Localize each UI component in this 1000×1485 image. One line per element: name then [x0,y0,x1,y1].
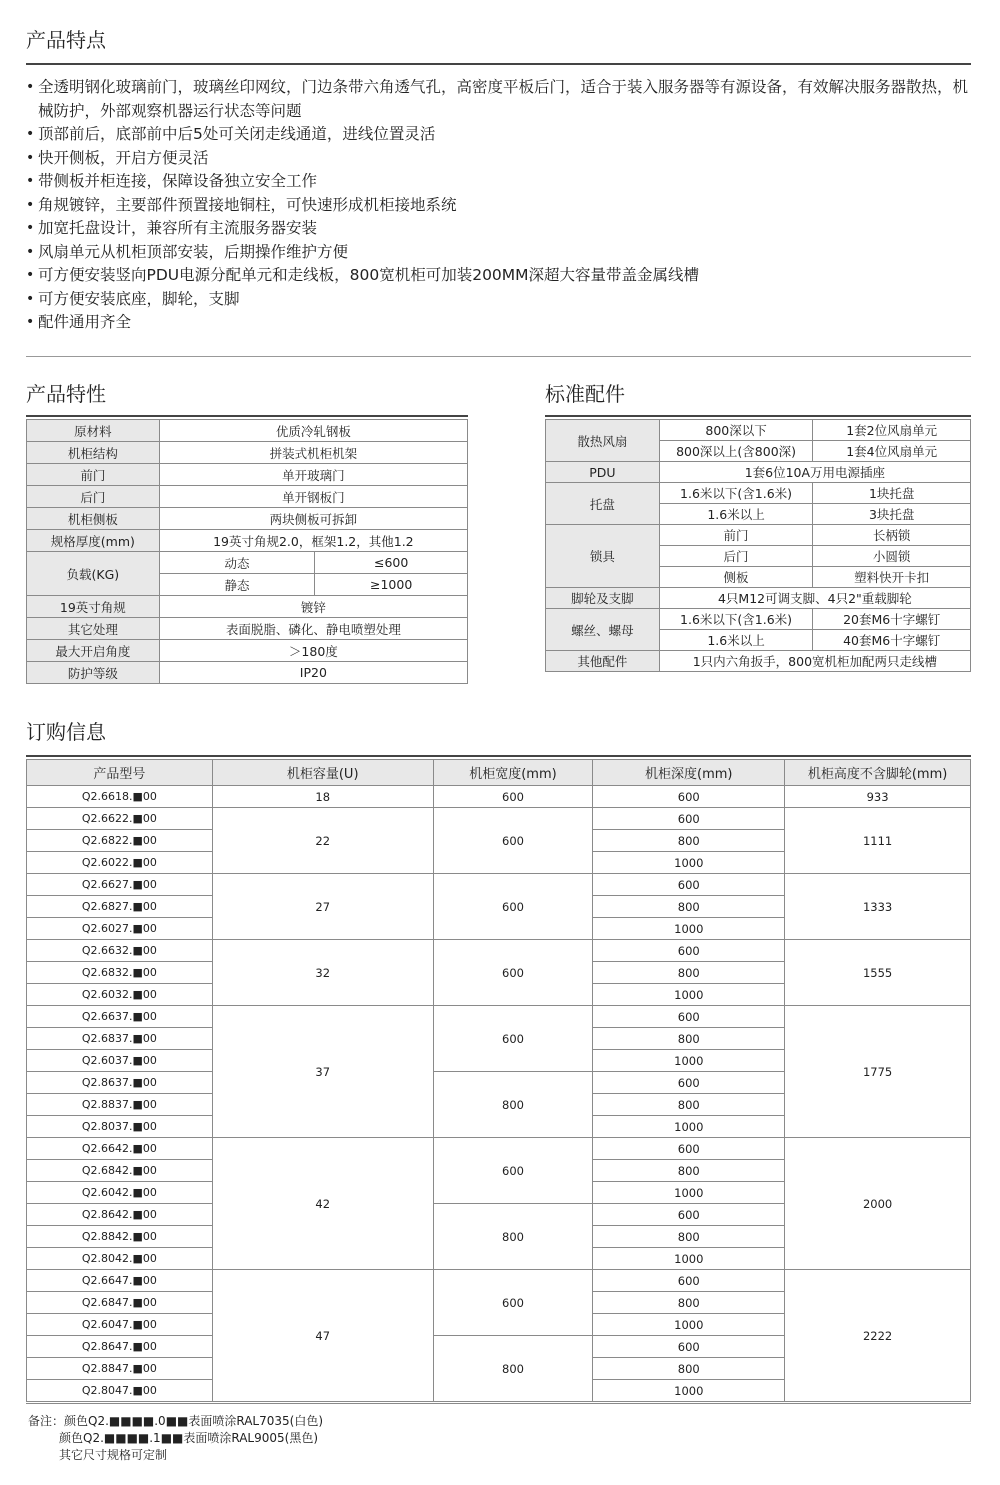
depth-cell: 600 [593,1270,785,1292]
model-cell: Q2.6047.■00 [27,1314,213,1336]
table-row [27,786,971,808]
acc-value: 1套6位10A万用电源插座 [659,462,970,483]
table-row [546,420,971,441]
order-bottom-rule [26,1403,971,1404]
acc-condition: 800深以下 [659,420,813,441]
model-cell: Q2.6827.■00 [27,896,213,918]
model-cell: Q2.6032.■00 [27,984,213,1006]
features-title: 产品特点 [26,28,106,52]
depth-cell: 1000 [593,1182,785,1204]
feature-item: • 全透明钢化玻璃前门，玻璃丝印网纹，门边条带六角透气孔，高密度平板后门，适合于装入服务器等有源设备，有效解决服务器散热，机械防护，外部观察机器运行状态等问题 [26,76,974,123]
column-header: 机柜高度不含脚轮(mm) [785,760,971,786]
spec-label: 其它处理 [27,618,160,640]
depth-cell: 800 [593,1094,785,1116]
column-header: 机柜深度(mm) [593,760,785,786]
width-cell: 600 [433,874,593,940]
acc-label: 散热风扇 [546,420,660,462]
accessories-title: 标准配件 [545,382,625,406]
capacity-cell: 27 [212,874,433,940]
table-row [27,1138,971,1160]
spec-label: 原材料 [27,420,160,442]
feature-item: • 顶部前后，底部前中后5处可关闭走线通道，进线位置灵活 [26,123,974,147]
acc-value: 3块托盘 [813,504,971,525]
feature-item: • 可方便安装底座，脚轮，支脚 [26,288,974,312]
capacity-cell: 22 [212,808,433,874]
height-cell: 2222 [785,1270,971,1402]
acc-value: 1套2位风扇单元 [813,420,971,441]
accessories-divider [545,415,971,417]
depth-cell: 800 [593,1160,785,1182]
table-row [546,462,971,483]
accessories-table [545,419,971,672]
column-header: 机柜宽度(mm) [433,760,593,786]
model-cell: Q2.6832.■00 [27,962,213,984]
model-cell: Q2.6822.■00 [27,830,213,852]
spec-value: ＞180度 [159,640,467,662]
acc-value: 塑料快开卡扣 [813,567,971,588]
depth-cell: 1000 [593,1116,785,1138]
model-cell: Q2.6618.■00 [27,786,213,808]
acc-condition: 侧板 [659,567,813,588]
acc-condition: 前门 [659,525,813,546]
model-cell: Q2.8042.■00 [27,1248,213,1270]
table-row [546,609,971,630]
table-row [546,525,971,546]
depth-cell: 800 [593,1292,785,1314]
feature-item: • 配件通用齐全 [26,311,974,335]
capacity-cell: 32 [212,940,433,1006]
depth-cell: 600 [593,786,785,808]
spec-label: 后门 [27,486,160,508]
width-cell: 600 [433,808,593,874]
table-row [27,618,468,640]
table-row [27,1270,971,1292]
table-row [27,662,468,684]
table-row [27,808,971,830]
capacity-cell: 42 [212,1138,433,1270]
table-header-row [27,760,971,786]
width-cell: 600 [433,1138,593,1204]
spec-label: 前门 [27,464,160,486]
order-table [26,759,971,1402]
model-cell: Q2.8647.■00 [27,1336,213,1358]
width-cell: 800 [433,1336,593,1402]
model-cell: Q2.8637.■00 [27,1072,213,1094]
section-divider [26,356,971,357]
depth-cell: 600 [593,808,785,830]
depth-cell: 1000 [593,1314,785,1336]
model-cell: Q2.6642.■00 [27,1138,213,1160]
depth-cell: 600 [593,1006,785,1028]
depth-cell: 800 [593,896,785,918]
height-cell: 1775 [785,1006,971,1138]
order-divider [26,755,971,757]
acc-label: 脚轮及支脚 [546,588,660,609]
spec-value: ≤600 [315,552,468,574]
feature-item: • 角规镀锌，主要部件预置接地铜柱，可快速形成机柜接地系统 [26,194,974,218]
spec-value: 两块侧板可拆卸 [159,508,467,530]
spec-label: 19英寸角规 [27,596,160,618]
acc-label: 螺丝、螺母 [546,609,660,651]
acc-condition: 800深以上(含800深) [659,441,813,462]
table-row [27,486,468,508]
table-row [27,420,468,442]
acc-value: 1块托盘 [813,483,971,504]
capacity-cell: 37 [212,1006,433,1138]
table-row [27,552,468,574]
depth-cell: 600 [593,874,785,896]
table-row [27,464,468,486]
spec-value: 表面脱脂、磷化、静电喷塑处理 [159,618,467,640]
height-cell: 1333 [785,874,971,940]
spec-sublabel: 动态 [159,552,315,574]
column-header: 产品型号 [27,760,213,786]
depth-cell: 600 [593,1204,785,1226]
model-cell: Q2.6632.■00 [27,940,213,962]
model-cell: Q2.6627.■00 [27,874,213,896]
column-header: 机柜容量(U) [212,760,433,786]
table-row [546,651,971,672]
spec-value: 拼装式机柜机架 [159,442,467,464]
model-cell: Q2.6037.■00 [27,1050,213,1072]
spec-value: 19英寸角规2.0，框架1.2，其他1.2 [159,530,467,552]
spec-label: 机柜结构 [27,442,160,464]
model-cell: Q2.6842.■00 [27,1160,213,1182]
acc-value: 小圆锁 [813,546,971,567]
capacity-cell: 47 [212,1270,433,1402]
depth-cell: 1000 [593,984,785,1006]
notes [28,1413,323,1464]
spec-label: 规格厚度(mm) [27,530,160,552]
width-cell: 600 [433,786,593,808]
table-row [27,596,468,618]
width-cell: 600 [433,1006,593,1072]
depth-cell: 600 [593,940,785,962]
model-cell: Q2.6847.■00 [27,1292,213,1314]
specs-table [26,419,468,684]
acc-value: 长柄锁 [813,525,971,546]
table-row [27,874,971,896]
acc-value: 20套M6十字螺钉 [813,609,971,630]
acc-condition: 1.6米以上 [659,630,813,651]
specs-title: 产品特性 [26,382,106,406]
depth-cell: 600 [593,1336,785,1358]
feature-item: • 快开侧板，开启方便灵活 [26,147,974,171]
model-cell: Q2.8842.■00 [27,1226,213,1248]
height-cell: 1111 [785,808,971,874]
model-cell: Q2.8847.■00 [27,1358,213,1380]
depth-cell: 1000 [593,852,785,874]
table-row [27,530,468,552]
spec-value: 单开钢板门 [159,486,467,508]
spec-sublabel: 静态 [159,574,315,596]
width-cell: 600 [433,1270,593,1336]
spec-value: 优质冷轧钢板 [159,420,467,442]
capacity-cell: 18 [212,786,433,808]
depth-cell: 800 [593,830,785,852]
height-cell: 2000 [785,1138,971,1270]
width-cell: 600 [433,940,593,1006]
specs-divider [26,415,468,417]
depth-cell: 1000 [593,1050,785,1072]
depth-cell: 600 [593,1138,785,1160]
width-cell: 800 [433,1072,593,1138]
note-line: 颜色Q2.■■■■.1■■表面喷涂RAL9005(黑色) [59,1431,319,1445]
table-row [27,508,468,530]
note-line: 其它尺寸规格可定制 [59,1448,168,1462]
spec-label: 负载(KG) [27,552,160,596]
feature-item: • 风扇单元从机柜顶部安装，后期操作维护方便 [26,241,974,265]
table-row [27,442,468,464]
depth-cell: 1000 [593,1380,785,1402]
model-cell: Q2.6637.■00 [27,1006,213,1028]
model-cell: Q2.6837.■00 [27,1028,213,1050]
acc-value: 40套M6十字螺钉 [813,630,971,651]
acc-label: 其他配件 [546,651,660,672]
table-row [546,483,971,504]
model-cell: Q2.8047.■00 [27,1380,213,1402]
depth-cell: 800 [593,1226,785,1248]
acc-label: PDU [546,462,660,483]
depth-cell: 800 [593,1358,785,1380]
spec-value: 单开玻璃门 [159,464,467,486]
features-divider [26,63,971,65]
feature-item: • 可方便安装竖向PDU电源分配单元和走线板，800宽机柜可加装200MM深超大容量带盖金属线槽 [26,264,974,288]
acc-condition: 1.6米以下(含1.6米) [659,609,813,630]
features-list [26,76,974,335]
acc-value: 4只M12可调支脚、4只2"重载脚轮 [659,588,970,609]
feature-item: • 带侧板并柜连接，保障设备独立安全工作 [26,170,974,194]
model-cell: Q2.6042.■00 [27,1182,213,1204]
model-cell: Q2.6647.■00 [27,1270,213,1292]
width-cell: 800 [433,1204,593,1270]
spec-value: ≥1000 [315,574,468,596]
spec-label: 最大开启角度 [27,640,160,662]
model-cell: Q2.6622.■00 [27,808,213,830]
depth-cell: 1000 [593,918,785,940]
table-row [27,1006,971,1028]
model-cell: Q2.6022.■00 [27,852,213,874]
table-row [546,588,971,609]
acc-value: 1套4位风扇单元 [813,441,971,462]
spec-value: IP20 [159,662,467,684]
spec-label: 机柜侧板 [27,508,160,530]
depth-cell: 1000 [593,1248,785,1270]
order-title: 订购信息 [26,720,106,744]
table-row [27,940,971,962]
spec-label: 防护等级 [27,662,160,684]
note-line: 备注：颜色Q2.■■■■.0■■表面喷涂RAL7035(白色) [28,1414,324,1428]
model-cell: Q2.8037.■00 [27,1116,213,1138]
acc-label: 锁具 [546,525,660,588]
height-cell: 933 [785,786,971,808]
spec-value: 镀锌 [159,596,467,618]
acc-condition: 1.6米以下(含1.6米) [659,483,813,504]
acc-label: 托盘 [546,483,660,525]
acc-condition: 后门 [659,546,813,567]
table-row [27,640,468,662]
feature-item: • 加宽托盘设计，兼容所有主流服务器安装 [26,217,974,241]
depth-cell: 800 [593,1028,785,1050]
model-cell: Q2.8837.■00 [27,1094,213,1116]
depth-cell: 600 [593,1072,785,1094]
depth-cell: 800 [593,962,785,984]
acc-condition: 1.6米以上 [659,504,813,525]
height-cell: 1555 [785,940,971,1006]
model-cell: Q2.6027.■00 [27,918,213,940]
acc-value: 1只内六角扳手，800宽机柜加配两只走线槽 [659,651,970,672]
model-cell: Q2.8642.■00 [27,1204,213,1226]
